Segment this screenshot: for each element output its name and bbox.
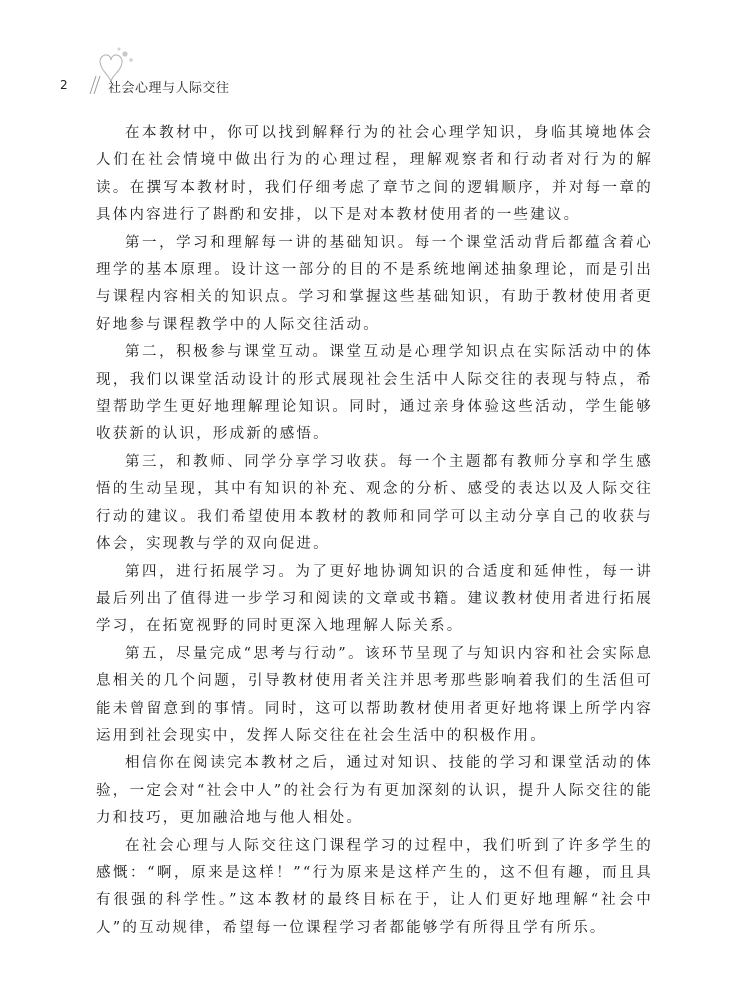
body-text <box>96 120 653 942</box>
paragraph: 第五，尽量完成“思考与行动”。该环节呈现了与知识内容和社会实际息息相关的几个问题，引导教材使用者关注并思考那些影响着我们的生活但可能未曾留意到的事情。同时，这可以帮助教材使用者更好地将课上所学内容运用到社会现实中，发挥人际交往在社会生活中的积极作用。 <box>96 645 653 744</box>
paragraph: 第一，学习和理解每一讲的基础知识。每一个课堂活动背后都蕴含着心理学的基本原理。设计这一部分的目的不是系统地阐述抽象理论，而是引出与课程内容相关的知识点。学习和掌握这些基础知识，有助于教材使用者更好地参与课程教学中的人际交往活动。 <box>96 234 653 333</box>
page-number: 2 <box>60 78 68 92</box>
paragraph: 第三，和教师、同学分享学习收获。每一个主题都有教师分享和学生感悟的生动呈现，其中有知识的补充、观念的分析、感受的表达以及人际交往行动的建议。我们希望使用本教材的教师和同学可以主动分享自己的收获与体会，实现教与学的双向促进。 <box>96 453 653 553</box>
paragraph: 第四，进行拓展学习。为了更好地协调知识的合适度和延伸性，每一讲最后列出了值得进一步学习和阅读的文章或书籍。建议教材使用者进行拓展学习，在拓宽视野的同时更深入地理解人际关系。 <box>96 563 653 635</box>
paragraph: 在本教材中，你可以找到解释行为的社会心理学知识，身临其境地体会人们在社会情境中做出行为的心理过程，理解观察者和行动者对行为的解读。在撰写本教材时，我们仔细考虑了章节之间的逻辑顺序，并对每一章的具体内容进行了斟酌和安排，以下是对本教材使用者的一些建议。 <box>96 125 653 224</box>
heart-ornament-icon <box>78 40 138 110</box>
page-header <box>0 0 750 110</box>
running-header-title: 社会心理与人际交往 <box>108 81 230 96</box>
paragraph: 第二，积极参与课堂互动。课堂互动是心理学知识点在实际活动中的体现，我们以课堂活动设计的形式展现社会生活中人际交往的表现与特点，希望帮助学生更好地理解理论知识。同时，通过亲身体验这些活动，学生能够收获新的认识，形成新的感悟。 <box>96 344 653 443</box>
paragraph: 相信你在阅读完本教材之后，通过对知识、技能的学习和课堂活动的体验，一定会对“社会中人”的社会行为有更加深刻的认识，提升人际交往的能力和技巧，更加融洽地与他人相处。 <box>96 755 653 827</box>
paragraph: 在社会心理与人际交往这门课程学习的过程中，我们听到了许多学生的感慨：“啊，原来是这样！”“行为原来是这样产生的，这不但有趣，而且具有很强的科学性。”这本教材的最终目标在于，让人们更好地理解“社会中人”的互动规律，希望每一位课程学习者都能够学有所得且学有所乐。 <box>96 837 653 936</box>
